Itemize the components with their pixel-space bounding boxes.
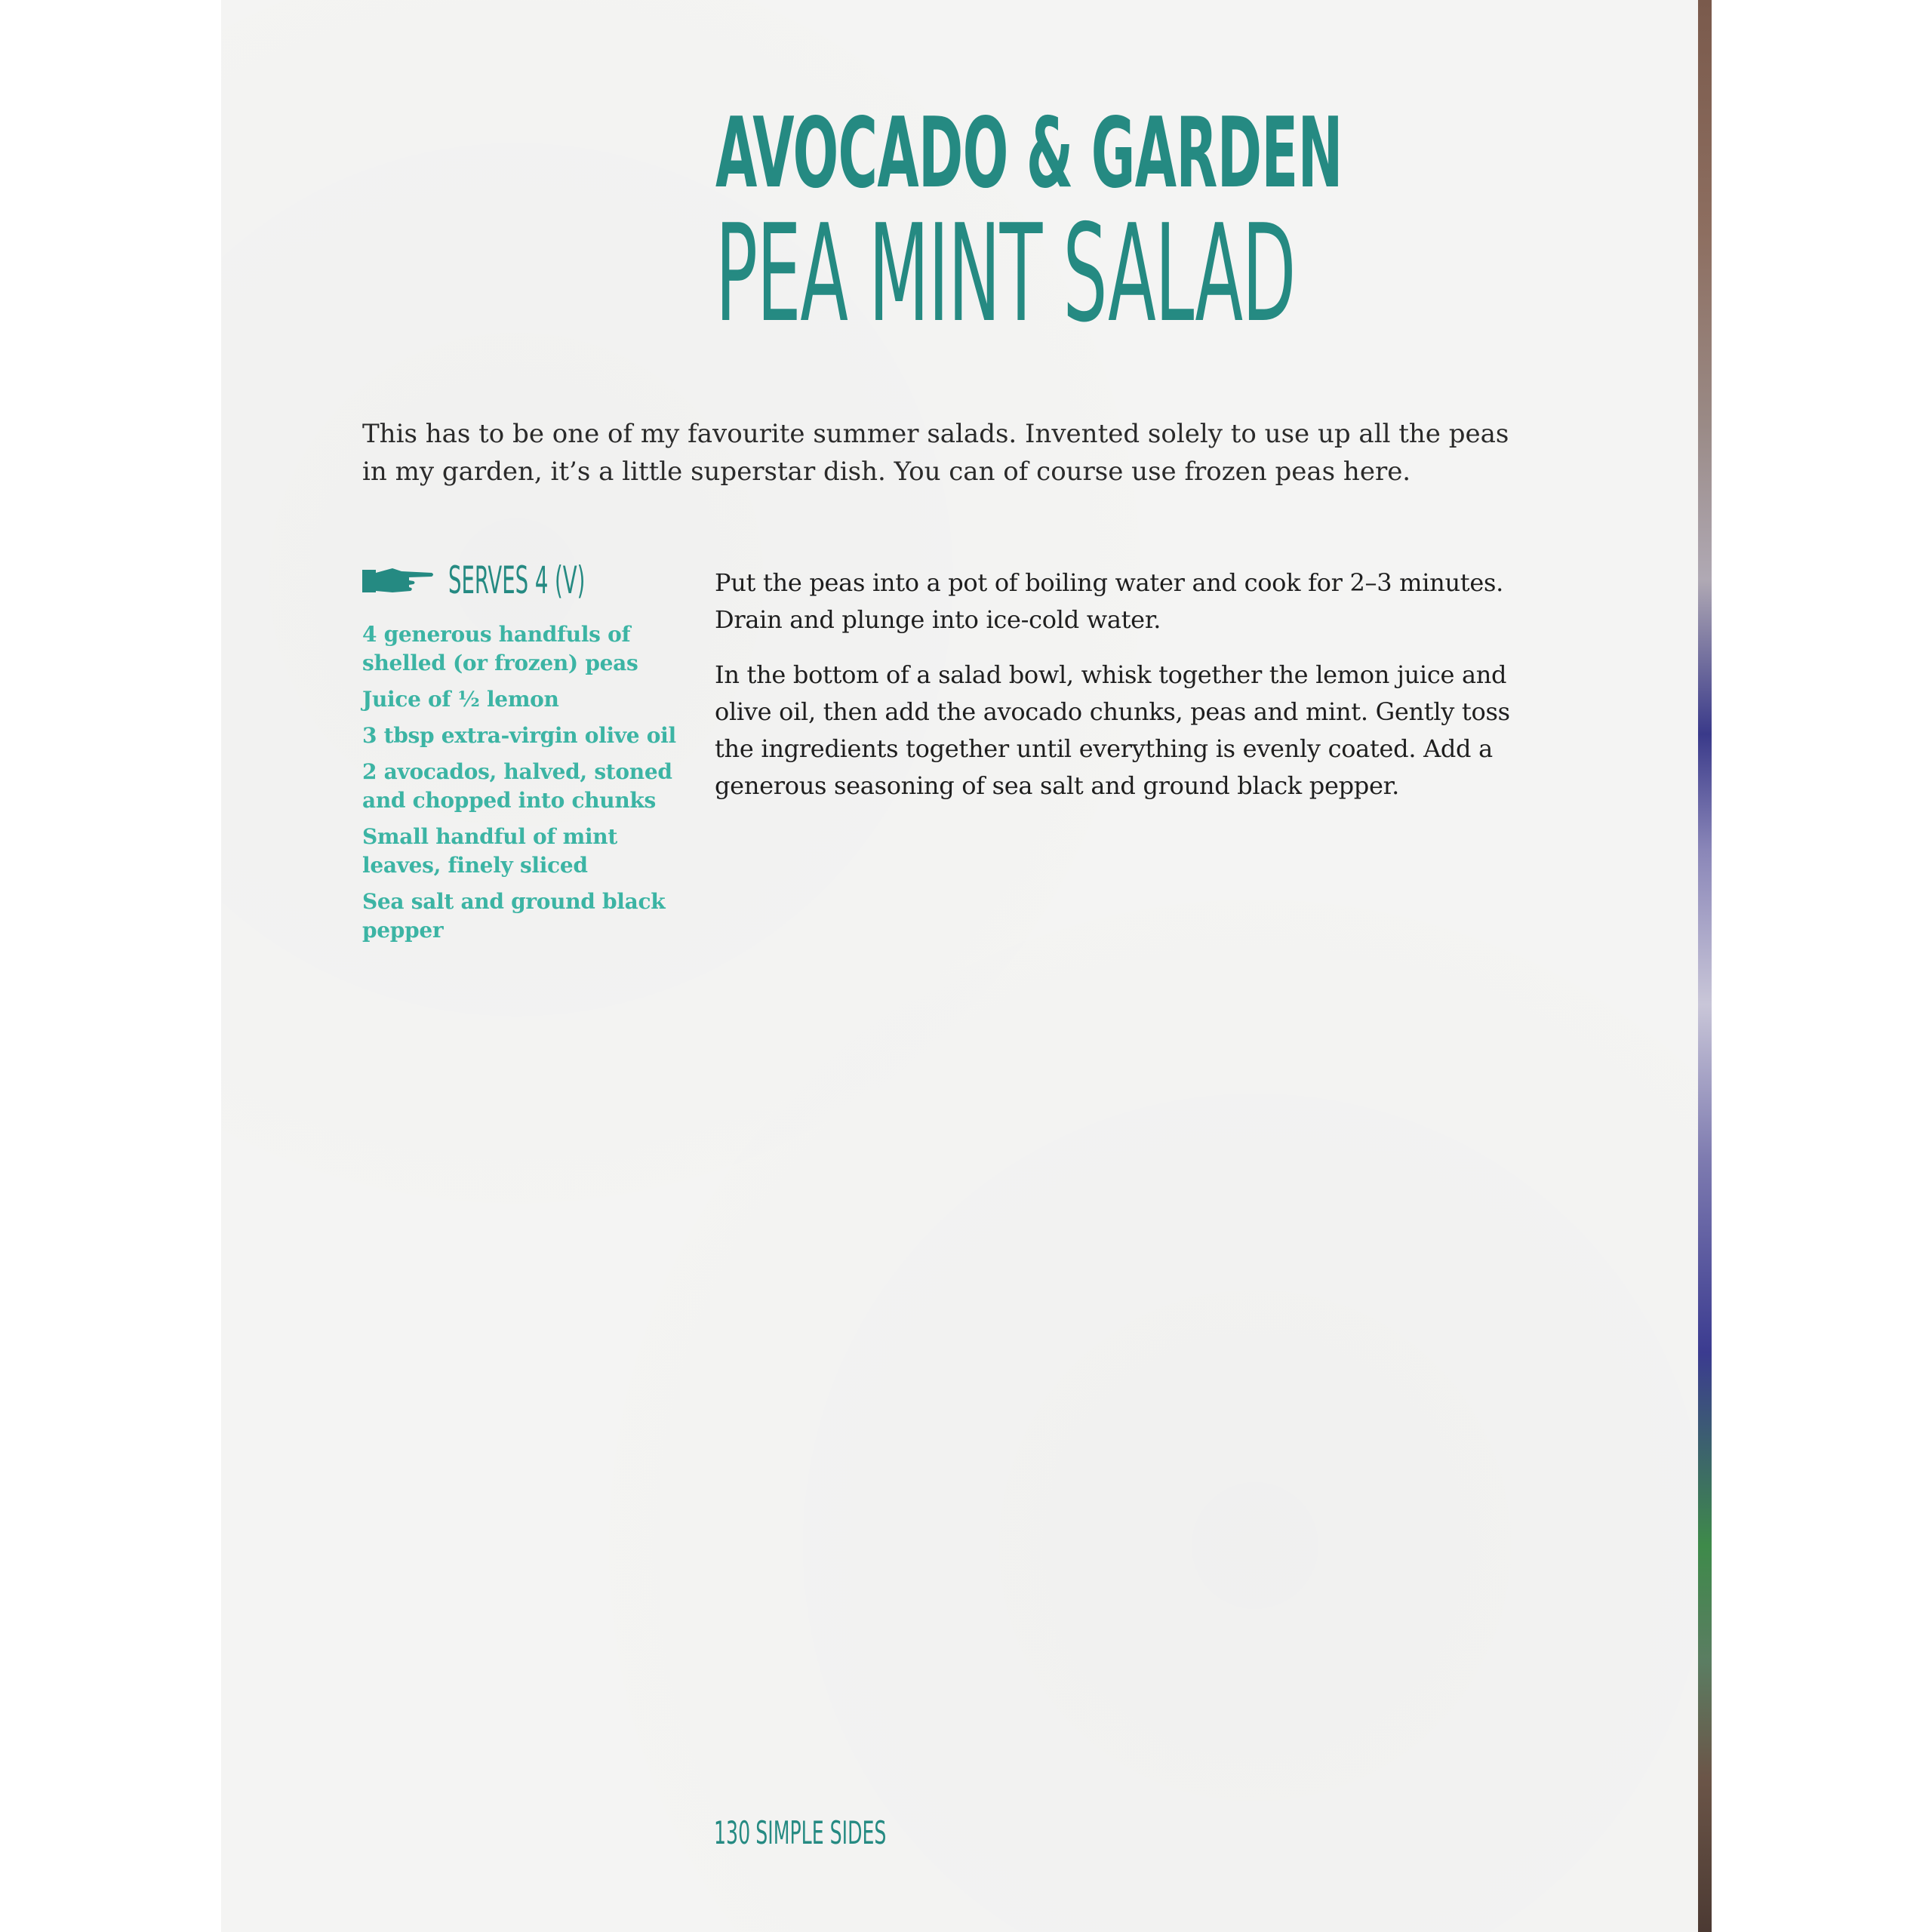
recipe-title <box>715 97 1727 352</box>
page-footer <box>714 1814 886 1851</box>
recipe-title-line-2: PEA MINT SALAD <box>715 195 1296 352</box>
pointing-hand-icon <box>362 565 435 595</box>
recipe-title-line-1: AVOCADO & GARDEN <box>715 97 1343 210</box>
serves-label: SERVES 4 (V) <box>448 558 586 602</box>
method-steps <box>715 565 1545 823</box>
recipe-intro: This has to be one of my favourite summer salads. Invented solely to use up all the peas in my garden, it’s a little superstar dish. You can of course use frozen peas here. <box>362 419 1509 487</box>
ingredient-list <box>362 620 687 952</box>
method-step: In the bottom of a salad bowl, whisk together the lemon juice and olive oil, then add the avocado chunks, peas and mint. Gently toss the ingredients together until everything is evenly coated. Add a generous seasoning of sea salt and ground black pepper. <box>715 660 1510 800</box>
section-name: SIMPLE SIDES <box>755 1814 887 1851</box>
ingredient-item: Small handful of mint leaves, finely sliced <box>362 824 617 878</box>
method-step: Put the peas into a pot of boiling water and cook for 2–3 minutes. Drain and plunge into ice-cold water. <box>715 568 1503 634</box>
ingredient-item: Sea salt and ground black pepper <box>362 889 666 943</box>
ingredient-item: 4 generous handfuls of shelled (or frozen) peas <box>362 622 638 675</box>
ingredient-item: 2 avocados, halved, stoned and chopped into chunks <box>362 759 672 813</box>
ingredient-item: 3 tbsp extra-virgin olive oil <box>362 723 676 748</box>
ingredient-item: Juice of ½ lemon <box>362 687 559 712</box>
page-number: 130 <box>714 1814 751 1851</box>
serves-row <box>362 558 697 602</box>
